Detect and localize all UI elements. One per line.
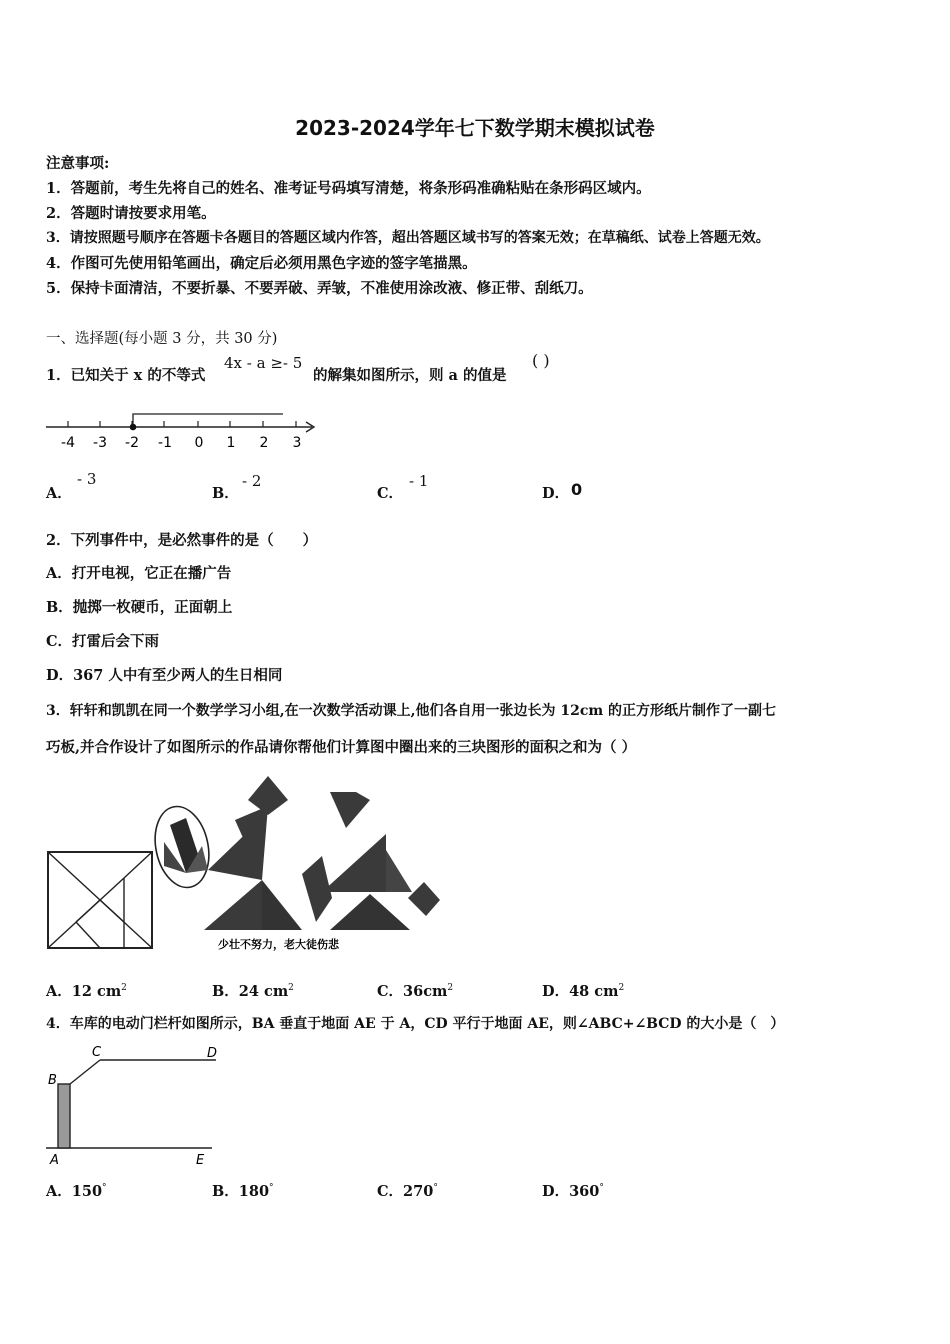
closed-endpoint bbox=[130, 424, 137, 431]
q1-answer-paren: ( ) bbox=[532, 351, 550, 370]
option-label: B． bbox=[212, 983, 239, 1000]
tick-label: 2 bbox=[259, 435, 269, 451]
tick-label: 0 bbox=[194, 435, 204, 451]
q4-option-c bbox=[377, 1180, 438, 1201]
q3-option-d bbox=[542, 980, 624, 1001]
q3-option-b bbox=[212, 980, 294, 1001]
notice-heading: 注意事项: bbox=[46, 155, 110, 172]
q3-stem-line2: 巧板,并合作设计了如图所示的作品请你帮他们计算图中圈出来的三块图形的面积之和为（ ） bbox=[46, 739, 637, 756]
point-label-a: A bbox=[50, 1153, 59, 1168]
option-label: D． bbox=[542, 983, 570, 1000]
tick-label: 3 bbox=[292, 435, 302, 451]
gate-post-ba bbox=[58, 1084, 70, 1148]
q4-stem: 4．车库的电动门栏杆如图所示，BA 垂直于地面 AE 于 A，CD 平行于地面 AE，则∠ABC+∠BCD 的大小是（ ） bbox=[46, 1016, 785, 1032]
option-value: 36cm bbox=[403, 983, 448, 1000]
q1-option-b-value: - 2 bbox=[242, 472, 262, 490]
q1-inequality: 4x - a ≥- 5 bbox=[224, 354, 303, 372]
point-label-e: E bbox=[196, 1153, 205, 1168]
option-label: B． bbox=[212, 1183, 239, 1200]
option-sup: 2 bbox=[288, 983, 294, 994]
option-sup: 2 bbox=[121, 983, 127, 994]
option-unit: ° bbox=[102, 1183, 107, 1194]
q1-stem-prefix: 1．已知关于 x 的不等式 bbox=[46, 367, 206, 384]
bar-bc bbox=[70, 1060, 100, 1084]
tangram-square bbox=[48, 852, 152, 948]
notice-item: 3．请按照题号顺序在答题卡各题目的答题区域内作答，超出答题区域书写的答案无效；在草稿纸、试卷上答题无效。 bbox=[46, 230, 770, 246]
notice-item: 5．保持卡面清洁，不要折暴、不要弄破、弄皱，不准使用涂改液、修正带、刮纸刀。 bbox=[46, 280, 593, 297]
option-value: 150 bbox=[71, 1183, 103, 1200]
q1-option-d-label: D． bbox=[542, 485, 570, 502]
q2-option: B．抛掷一枚硬币，正面朝上 bbox=[46, 599, 233, 616]
solution-set-ray bbox=[133, 414, 283, 427]
tangram-figure-1 bbox=[204, 776, 302, 930]
q1-option-a-label: A． bbox=[46, 485, 72, 502]
figure-caption: 少壮不努力，老大徒伤悲 bbox=[218, 938, 339, 951]
tangram-figure-2 bbox=[302, 792, 440, 930]
point-label-b: B bbox=[48, 1073, 57, 1088]
notice-item: 4．作图可先使用铅笔画出，确定后必须用黑色字迹的签字笔描黑。 bbox=[46, 255, 477, 272]
option-value: 24 cm bbox=[238, 983, 289, 1000]
q1-option-c-label: C． bbox=[377, 485, 404, 502]
q3-option-c bbox=[377, 980, 453, 1001]
q2-option: A．打开电视，它正在播广告 bbox=[46, 565, 232, 582]
option-value: 12 cm bbox=[71, 983, 122, 1000]
option-label: A． bbox=[46, 983, 72, 1000]
option-value: 48 cm bbox=[569, 983, 619, 1000]
number-line-ticks bbox=[68, 421, 296, 427]
option-sup: 2 bbox=[618, 983, 625, 994]
q2-option: D．367 人中有至少两人的生日相同 bbox=[46, 667, 283, 684]
q3-stem-line1: 3．轩轩和凯凯在同一个数学学习小组,在一次数学活动课上,他们各自用一张边长为 12cm 的正方形纸片制作了一副七 bbox=[46, 703, 777, 719]
option-value: 180 bbox=[238, 1183, 270, 1200]
option-label: D． bbox=[542, 1183, 570, 1200]
q4-option-b bbox=[212, 1180, 274, 1201]
q1-option-c-value: - 1 bbox=[409, 472, 429, 490]
q2-option: C．打雷后会下雨 bbox=[46, 633, 160, 650]
notice-item: 2．答题时请按要求用笔。 bbox=[46, 205, 216, 222]
option-label: A． bbox=[46, 1183, 72, 1200]
q3-option-a bbox=[46, 980, 127, 1001]
option-sup: 2 bbox=[447, 983, 454, 994]
point-label-c: C bbox=[92, 1045, 102, 1060]
q1-option-d-value: 0 bbox=[571, 480, 583, 499]
page-title: 2023-2024学年七下数学期末模拟试卷 bbox=[295, 116, 655, 140]
q4-option-a bbox=[46, 1180, 107, 1201]
q1-number-line bbox=[40, 405, 330, 455]
tick-label: 1 bbox=[226, 435, 236, 451]
tick-label: -3 bbox=[93, 435, 107, 451]
option-label: C． bbox=[377, 983, 404, 1000]
q1-option-a-value: - 3 bbox=[77, 470, 97, 488]
q2-stem: 2．下列事件中，是必然事件的是（ ） bbox=[46, 532, 318, 549]
notice-item: 1．答题前，考生先将自己的姓名、准考证号码填写清楚，将条形码准确粘贴在条形码区域内。 bbox=[46, 180, 651, 197]
option-unit: ° bbox=[433, 1183, 438, 1194]
tick-label: -4 bbox=[61, 435, 75, 451]
section-heading: 一、选择题(每小题 3 分，共 30 分) bbox=[46, 331, 278, 347]
q3-tangram-figure bbox=[40, 770, 450, 960]
q4-gate-figure bbox=[40, 1040, 230, 1170]
option-value: 270 bbox=[403, 1183, 434, 1200]
option-label: C． bbox=[377, 1183, 404, 1200]
tick-label: -2 bbox=[125, 435, 139, 451]
q1-stem-suffix: 的解集如图所示，则 a 的值是 bbox=[313, 367, 507, 384]
tick-label: -1 bbox=[158, 435, 172, 451]
q4-option-d bbox=[542, 1180, 604, 1201]
option-value: 360 bbox=[569, 1183, 600, 1200]
q1-option-b-label: B． bbox=[212, 485, 239, 502]
option-unit: ° bbox=[269, 1183, 274, 1194]
option-unit: ° bbox=[599, 1183, 604, 1194]
point-label-d: D bbox=[207, 1046, 218, 1061]
